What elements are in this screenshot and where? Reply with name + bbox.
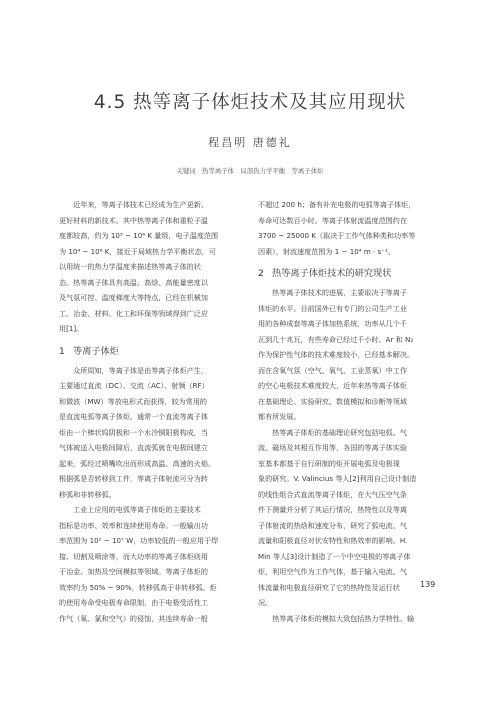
text-line: 移弧和非转移弧。 — [59, 489, 116, 499]
text-line: 体炬的水平。目前国外已有专门的公司生产工业 — [258, 303, 407, 313]
text-line: 子体射流的热焓和速度分布，研究了弧电流、气 — [258, 520, 407, 530]
text-line: 况。 — [258, 598, 273, 607]
text-line: 工、冶金、材料、化工和环保等领域得到广泛应 — [59, 308, 208, 318]
paragraph — [59, 502, 249, 626]
left-column — [59, 197, 249, 626]
paragraph — [59, 197, 249, 337]
text-line: 3700 ~ 25000 K（取决于工作气体种类和功率等 — [258, 231, 416, 240]
text-line: 热等离子体炬的基础理论研究包括电弧、气 — [258, 427, 407, 437]
text-line: 而在含氧气氛（空气、氧气、工业蒸氧）中工作 — [258, 365, 407, 375]
text-line: 都有所发展。 — [258, 412, 301, 421]
text-line: 近年来，等离子体技术已经成为生产更新、 — [59, 200, 208, 209]
section-label: 热等离子体炬技术的研究现状 — [272, 268, 392, 279]
text-line: 流量和阳极直径对伏安特性和热效率的影响。H. — [258, 536, 408, 545]
text-line: 态。热等离子体具有高温、高焓、高能量密度以 — [59, 277, 208, 287]
text-line: 用[1]。 — [59, 324, 84, 333]
right-column — [258, 197, 448, 626]
text-line: 指标是功率、效率和连续使用寿命。一般输出功 — [59, 520, 208, 530]
page-number: 139 — [420, 580, 436, 589]
text-line: 的使用寿命受电极寿命限制，由于电极受活性工 — [59, 598, 208, 607]
section-heading — [59, 343, 249, 361]
text-line: 于冶金、加热及空间模拟等领域。等离子体炬的 — [59, 567, 208, 576]
paragraph — [59, 363, 249, 503]
text-line: 作为保护性气体的技术难度较小，已经基本解决。 — [258, 350, 415, 359]
paragraph — [258, 197, 448, 259]
section-heading — [258, 265, 448, 283]
text-line: 不超过 200 h；备有补充电极的电弧等离子体炬， — [258, 200, 416, 209]
text-line: 率范围为 10² ~ 10⁷ W，功率较低的一般应用于焊 — [59, 536, 219, 545]
text-line: 因素），射流速度范围为 1 ~ 10⁴ m · s⁻¹。 — [258, 246, 395, 256]
section-number: 2 — [258, 268, 264, 279]
text-line: 的空心电极技术难度较大，近年来热等离子体炬 — [258, 381, 407, 390]
section-label: 等离子体炬 — [73, 345, 119, 357]
authors: 程昌明 唐德礼 — [208, 136, 292, 149]
text-line: 用的各种成套等离子体加热系统，功率从几个千 — [258, 319, 407, 328]
text-line: 热等离子体炬的模拟大致包括热力学特性、输 — [258, 613, 415, 623]
text-line: 接、切割及喷涂等，而大功率的等离子体炬则用 — [59, 551, 208, 561]
text-line: Min 等人[3]设计制造了一个中空电极的等离子体 — [258, 551, 411, 561]
text-line: 效率约为 50% ~ 90%，转移弧高于非转移弧。炬 — [59, 582, 217, 592]
text-line: 以用统一的热力学温度来描述热等离子体的状 — [59, 262, 201, 271]
text-line: 流、磁场及其相互作用等，各国的等离子体实验 — [258, 443, 407, 452]
text-line: 是直流电弧等离子体炬。通常一个直流等离子体 — [59, 412, 208, 421]
text-line: 众所周知，等离子体是由等离子体炬产生， — [59, 365, 208, 375]
section-number: 1 — [59, 345, 65, 357]
text-line: 件下测量并分析了其运行情况，热特性以及等离 — [258, 505, 407, 514]
text-line: 气体被送入电极间隙后，直流弧就在电极间建立 — [59, 443, 208, 452]
page-title: 4.5 热等离子体炬技术及其应用现状 — [93, 92, 407, 113]
text-line: 寿命可达数百小时。等离子体射流温度范围约在 — [258, 215, 407, 225]
text-line: 象的研究。V. Valincius 等人[2]利用自己设计制造 — [258, 474, 417, 483]
text-line: 起来，弧经过喷嘴吹出而形成高温、高速的火焰。 — [59, 458, 216, 468]
text-line: 为 10⁴ ~ 10⁶ K，接近于局域热力学平衡状态，可 — [59, 246, 216, 256]
text-line: 作气（氧、氯和空气）的侵蚀，其连续寿命一般 — [59, 613, 208, 623]
text-line: 根据弧是否转移到工件，等离子体射流可分为转 — [59, 474, 208, 483]
text-line: 及气氛可控、温度梯度大等特点，已经在机械加 — [59, 293, 208, 302]
text-line: 炬，利用空气作为工作气体，基于输入电流、气 — [258, 567, 407, 576]
text-line: 在基础理论、实验研究、数值模拟和诊断等领域 — [258, 396, 407, 406]
text-line: 的线性组合式直流等离子体炬，在大气压空气条 — [258, 489, 407, 499]
paragraph — [258, 285, 448, 425]
text-line: 瓦到几十兆瓦，有些寿命已经过千小时。Ar 和 N₂ — [258, 334, 414, 344]
text-line: 体流量和电极直径研究了它的热特性及运行状 — [258, 582, 400, 592]
text-line: 热等离子体技术的进展，主要取决于等离子 — [258, 288, 407, 297]
text-line: 室基本都基于自行研制的炬开展电弧及电极现 — [258, 458, 400, 468]
text-line: 主要通过直流（DC）、交流（AC）、射频（RF） — [59, 381, 209, 390]
text-line: 工业上应用的电弧等离子体炬的主要技术 — [59, 505, 201, 514]
paragraph — [258, 611, 448, 627]
text-line: 和微波（MW）等放电形式而获得，较为常用的 — [59, 396, 207, 406]
text-line: 度都较高，约为 10³ ~ 10⁴ K 量级，电子温度范围 — [59, 231, 219, 240]
keywords: 关键词 热等离子体 局部热力学平衡 等离子体炬 — [176, 167, 324, 175]
text-line: 更好材料的新技术。其中热等离子体和重粒子温 — [59, 215, 208, 225]
text-line: 炬由一个棒状钨阴极和一个水冷铜阳极构成，当 — [59, 427, 208, 437]
